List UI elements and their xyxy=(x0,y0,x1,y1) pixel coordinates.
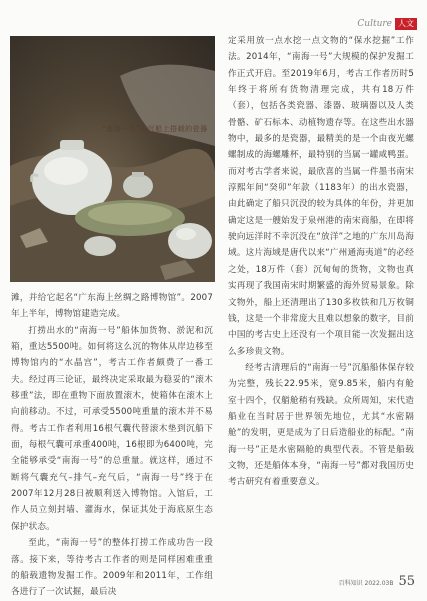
page-number: 55 xyxy=(398,574,415,589)
paragraph: 定采用放一点水挖一点文物的“保水挖掘”工作法。2014年，“南海一号”大规模的保护发掘工作正式开启。至2019年6月，考古工作者历时5年终于将所有货物清理完成，共有18万件（套），包括各类瓷器、漆器、玻璃器以及人类骨骼、矿石标本、动植物遗存等。在这些出水器物中，最多的是瓷器，最精美的是一个由夜光螺螺制成的海螺雕杯，最特别的当属一罐咸鸭蛋。而对考古学者来说，最欣喜的当属一件墨书南宋淳熙年间“癸卯”年款（1183年）的出水瓷器，由此确定了船只沉没的较为具体的年份，并更加确定这是一艘始发于泉州港的南宋商船，在即将驶向远洋时不幸沉没在“放洋”之地的广东川岛海域。这片海域是唐代以来“广州通海夷道”的必经之处，18万件（套）沉甸甸的货物，文物也真实再现了我国南宋时期繁盛的海外贸易景象。除文物外，船上还清理出了130多枚铁和几万枚铜钱，这是一个非常庞大且难以想象的数字，目前中国的考古史上还没有一个项目能一次发掘出这么多珍贵文物。 xyxy=(228,36,414,357)
porcelain-photo xyxy=(10,36,215,282)
section-header xyxy=(357,18,417,30)
article-left-column xyxy=(11,290,213,601)
article-right-column xyxy=(228,33,414,491)
section-label-zh: 人文 xyxy=(395,18,417,30)
paragraph: 至此，“南海一号”的整体打捞工作成功告一段落。接下来，等待考古工作者的则是同样困难重重的船载遗物发掘工作。2009年和2011年，工作组各进行了一次试掘，最后决 xyxy=(11,538,213,598)
paragraph: 打捞出水的“南海一号”船体加货物、淤泥和沉箱，重达5500吨。如何将这么沉的物体从岸边移至博物馆内的“水晶宫”，考古工作者颇费了一番工夫。经过再三论证，最终决定采取最为稳妥的“滚木移重”法，即在重物下面放置滚木，使箱体在滚木上向前移动。不过，可承受5500吨重量的滚木并不易得。考古工作者利用16根气囊代替滚木垫到沉船下面，每根气囊可承重400吨，16根即为6400吨，完全能够承受“南海一号”的总重量。就这样，通过不断将气囊充气–排气–充气后，“南海一号”终于在2007年12月28日被顺利送入博物馆。入馆后，工作人员立刻封墙、灌海水，保证其处于海底原生态保护状态。 xyxy=(11,325,213,532)
magazine-issue: 百科知识 2022.03B xyxy=(338,580,394,587)
photo-caption: “南海一号”古沉船上搭载的瓷器 xyxy=(102,125,208,133)
paragraph: 滩，并给它起名“广东海上丝绸之路博物馆”。2007年上半年，博物馆建造完成。 xyxy=(11,293,213,320)
paragraph: 经考古清理后的“南海一号”沉船船体保存较为完整，残长22.95米，宽9.85米，船内有舱室十四个，仅艏舱稍有残缺。众所周知，宋代造船业在当时居于世界领先地位，尤其“水密隔舱”的发明，更是成为了日后造船业的标配。“南海一号”正是水密隔舱的典型代表。不管是船载文物，还是船体本身，“南海一号”都对我国历史考古研究有着重要意义。 xyxy=(228,362,414,488)
porcelain-illustration xyxy=(10,36,215,282)
page-footer xyxy=(339,574,415,589)
section-label-en: Culture xyxy=(357,19,392,29)
